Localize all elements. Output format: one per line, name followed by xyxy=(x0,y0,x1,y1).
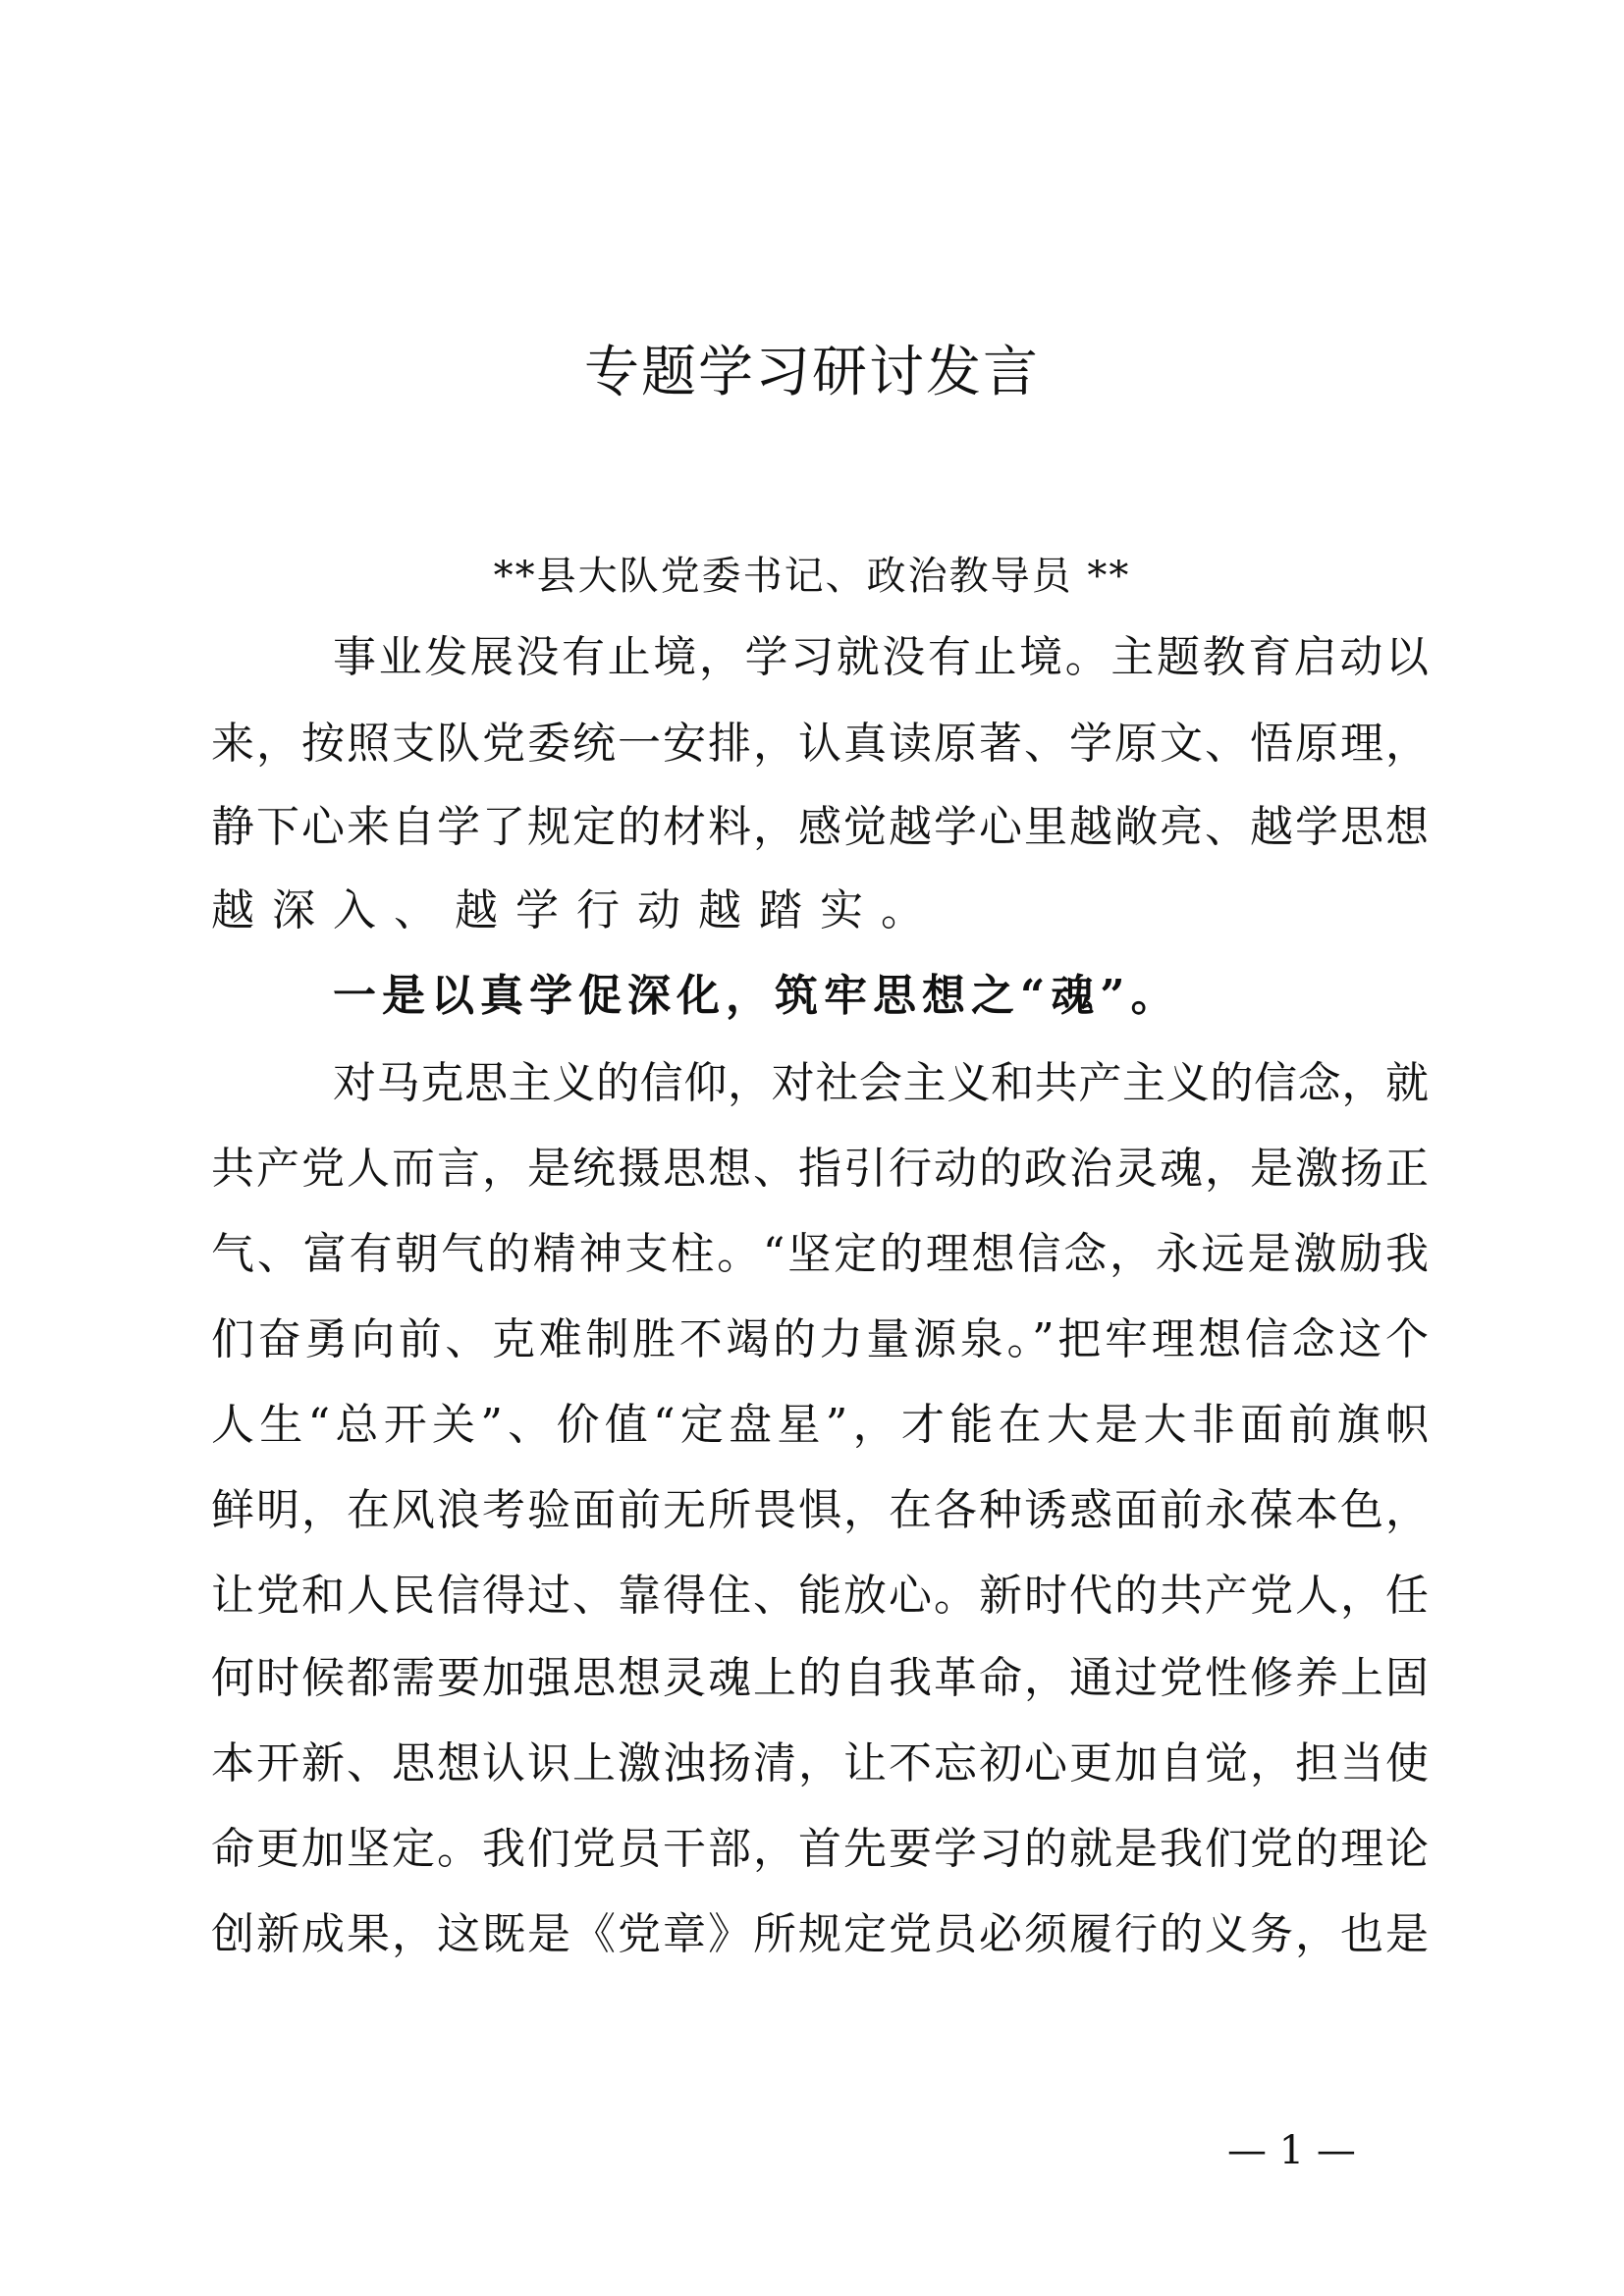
paragraph-line: 来，按照支队党委统一安排，认真读原著、学原文、悟原理， xyxy=(211,719,1429,769)
paragraph-line: 静下心来自学了规定的材料，感觉越学心里越敞亮、越学思想 xyxy=(211,802,1429,852)
section-heading: 一是以真学促深化，筑牢思想之“魂”。 xyxy=(333,971,1180,1021)
author-line: **县大队党委书记、政治教导员 ** xyxy=(493,554,1131,599)
paragraph-line: 命更加坚定。我们党员干部，首先要学习的就是我们党的理论 xyxy=(211,1824,1429,1874)
paragraph-line: 何时候都需要加强思想灵魂上的自我革命，通过党性修养上固 xyxy=(211,1653,1429,1703)
page-number: — 1 — xyxy=(1227,2128,1356,2173)
paragraph-line: 事业发展没有止境，学习就没有止境。主题教育启动以 xyxy=(333,632,1429,682)
paragraph-line: 人生“总开关”、价值“定盘星”，才能在大是大非面前旗帜 xyxy=(211,1400,1429,1450)
paragraph-line: 鲜明，在风浪考验面前无所畏惧，在各种诱惑面前永葆本色， xyxy=(211,1485,1429,1535)
paragraph-line: 共产党人而言，是统摄思想、指引行动的政治灵魂，是激扬正 xyxy=(211,1144,1429,1194)
document-title: 专题学习研讨发言 xyxy=(584,341,1040,404)
paragraph-line: 本开新、思想认识上激浊扬清，让不忘初心更加自觉，担当使 xyxy=(211,1738,1429,1789)
paragraph-line: 们奋勇向前、克难制胜不竭的力量源泉。”把牢理想信念这个 xyxy=(211,1314,1429,1364)
paragraph-line: 越深入、越学行动越踏实。 xyxy=(211,885,942,935)
paragraph-line: 让党和人民信得过、靠得住、能放心。新时代的共产党人，任 xyxy=(211,1571,1429,1621)
paragraph-line: 创新成果，这既是《党章》所规定党员必须履行的义务，也是 xyxy=(211,1909,1429,1959)
paragraph-line: 对马克思主义的信仰，对社会主义和共产主义的信念，就 xyxy=(333,1058,1429,1108)
paragraph-line: 气、富有朝气的精神支柱。“坚定的理想信念，永远是激励我 xyxy=(211,1229,1429,1279)
